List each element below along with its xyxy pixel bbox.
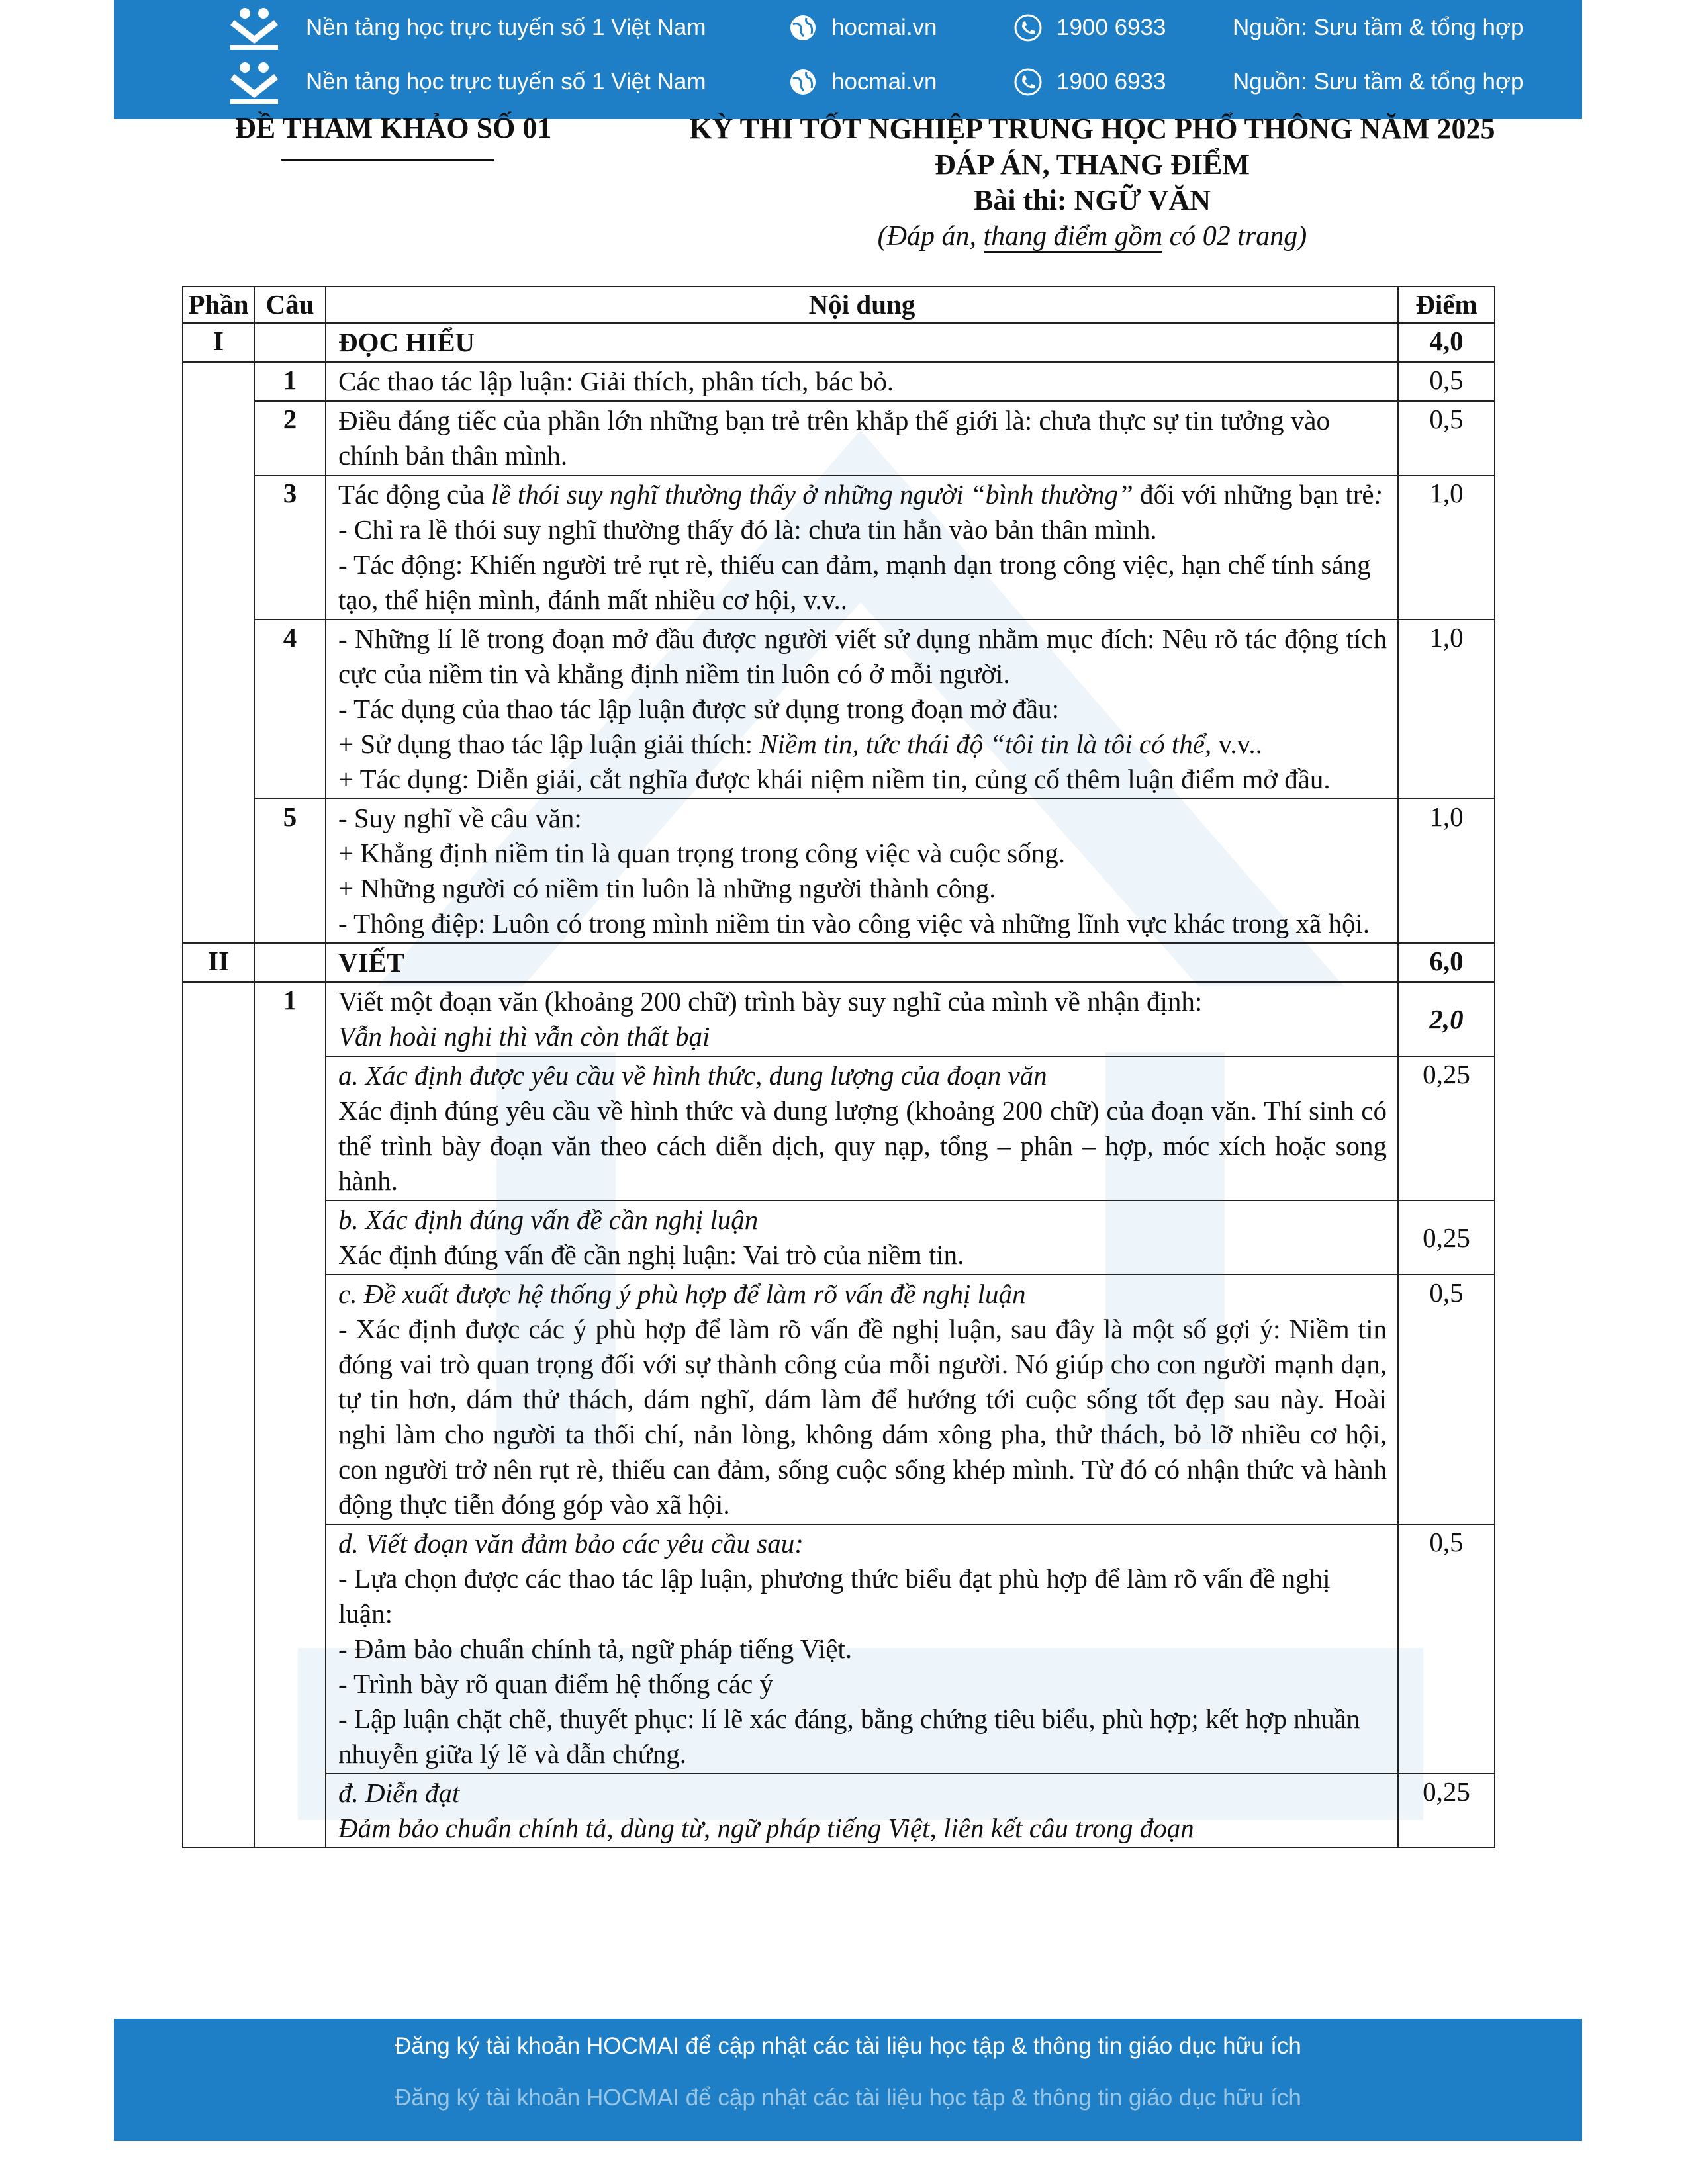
table-row [183, 619, 1495, 799]
answer-line: - Đảm bảo chuẩn chính tả, ngữ pháp tiếng Việt. [338, 1633, 853, 1664]
answer-line: Xác định đúng yêu cầu về hình thức và dung lượng (khoảng 200 chữ) của đoạn văn. Thí sinh có thể trình bày đoạn văn theo cách diễn dịch, quy nạp, tổng – phân – hợp, móc xích hoặc song hành. [338, 1095, 1387, 1196]
hocmai-logo-icon [225, 60, 283, 105]
question-number: 1 [254, 362, 326, 401]
table-row [183, 401, 1495, 475]
banner-phone[interactable] [1014, 14, 1233, 42]
table-row [183, 1275, 1495, 1524]
answer-score: 1,0 [1398, 475, 1495, 619]
answer-line: - Xác định được các ý phù hợp để làm rõ vấn đề nghị luận, sau đây là một số gợi ý: Niềm tin đóng vai trò quan trọng đối với sự thành công của mỗi người. Nó giúp cho con người mạnh dạn, tự tin hơn, dám thử thách, dám nghĩ, dám làm để hướng tới cuộc sống tốt đẹp sau này. Hoài nghi làm cho người ta thối chí, nản lòng, không dám xông pha, thử thách, bỏ lỡ nhiều cơ hội, con người trở nên rụt rè, thiếu can đảm, sống cuộc sống khép mình. Từ đó có nhận thức và hành động thực tiễn đóng góp vào xã hội. [338, 1314, 1387, 1520]
top-banner [114, 0, 1582, 119]
answer-content [326, 1056, 1398, 1201]
text-run: + Sử dụng thao tác lập luận giải thích: [338, 729, 760, 759]
page-count-note-prefix: (Đáp án, [877, 221, 984, 251]
table-row [183, 982, 1495, 1056]
answer-score: 0,5 [1398, 1275, 1495, 1524]
part-number: II [183, 943, 254, 982]
globe-icon [789, 14, 817, 42]
text-run-italic: lề thói suy nghĩ thường thấy ở những người “bình thường” [491, 479, 1133, 510]
answer-line: - Thông điệp: Luôn có trong mình niềm tin vào công việc và những lĩnh vực khác trong xã hội. [338, 908, 1370, 938]
banner-website[interactable] [789, 68, 1014, 96]
answer-line: + Khẳng định niềm tin là quan trọng trong công việc và cuộc sống. [338, 838, 1065, 868]
answer-line: - Tác dụng của thao tác lập luận được sử dụng trong đoạn mở đầu: [338, 694, 1059, 724]
phone-icon [1014, 68, 1042, 96]
answer-line-italic: Vẫn hoài nghi thì vẫn còn thất bại [338, 1021, 710, 1052]
answer-content [326, 619, 1398, 799]
answer-intro [338, 477, 1387, 512]
table-row [183, 943, 1495, 982]
exam-title-block [669, 111, 1516, 254]
table-row [183, 1524, 1495, 1774]
answer-score: 0,25 [1398, 1774, 1495, 1848]
answer-content [326, 982, 1398, 1056]
banner-phone-text: 1900 6933 [1056, 69, 1166, 95]
answer-score: 0,25 [1398, 1056, 1495, 1201]
header-underline [281, 159, 494, 161]
question-number: 2 [254, 401, 326, 475]
banner-website-text: hocmai.vn [831, 15, 937, 40]
criterion-title: b. Xác định đúng vấn đề cần nghị luận [338, 1205, 759, 1235]
part-number: I [183, 323, 254, 362]
hocmai-logo-icon [225, 5, 283, 50]
table-row [183, 323, 1495, 362]
criterion-title: c. Đề xuất được hệ thống ý phù hợp để làm rõ vấn đề nghị luận [338, 1279, 1026, 1309]
header-phan: Phần [183, 287, 254, 323]
table-row [183, 1774, 1495, 1848]
answer-score: 0,5 [1398, 401, 1495, 475]
text-run: đối với những bạn trẻ [1133, 479, 1374, 510]
header-cau: Câu [254, 287, 326, 323]
answer-content: Các thao tác lập luận: Giải thích, phân tích, bác bỏ. [326, 362, 1398, 401]
answer-line: - Lập luận chặt chẽ, thuyết phục: lí lẽ xác đáng, bằng chứng tiêu biểu, phù hợp; kết hợp nhuần nhuyễn giữa lý lẽ và dẫn chứng. [338, 1704, 1360, 1769]
banner-tagline: Nền tảng học trực tuyến số 1 Việt Nam [306, 15, 706, 40]
answer-line: - Lựa chọn được các thao tác lập luận, phương thức biểu đạt phù hợp để làm rõ vấn đề nghị luận: [338, 1563, 1331, 1629]
question-number: 1 [254, 982, 326, 1848]
part-score: 4,0 [1398, 323, 1495, 362]
answer-line: Viết một đoạn văn (khoảng 200 chữ) trình bày suy nghĩ của mình về nhận định: [338, 986, 1203, 1017]
answer-score: 0,5 [1398, 362, 1495, 401]
table-row [183, 362, 1495, 401]
answer-line: - Chỉ ra lề thói suy nghĩ thường thấy đó là: chưa tin hẳn vào bản thân mình. [338, 514, 1157, 545]
phone-icon [1014, 14, 1042, 42]
part-title: VIẾT [326, 943, 1398, 982]
criterion-title: d. Viết đoạn văn đảm bảo các yêu cầu sau: [338, 1528, 804, 1559]
text-run: Tác động của [338, 479, 492, 510]
answer-score: 2,0 [1398, 982, 1495, 1056]
header-diem: Điểm [1398, 287, 1495, 323]
header-noi-dung: Nội dung [326, 287, 1398, 323]
answer-content [326, 475, 1398, 619]
top-banner-row-1 [114, 1, 1582, 54]
banner-tagline: Nền tảng học trực tuyến số 1 Việt Nam [306, 69, 706, 95]
answer-content [326, 1275, 1398, 1524]
globe-icon [789, 68, 817, 96]
page-count-note [669, 218, 1516, 254]
question-number: 4 [254, 619, 326, 799]
answer-line: Xác định đúng vấn đề cần nghị luận: Vai trò của niềm tin. [338, 1240, 964, 1270]
answer-content [326, 1774, 1398, 1848]
text-run-italic: Niềm tin, tức thái độ “tôi tin là tôi có thể [759, 729, 1205, 759]
table-row [183, 799, 1495, 943]
answer-score: 0,5 [1398, 1524, 1495, 1774]
answer-content: Điều đáng tiếc của phần lớn những bạn trẻ trên khắp thế giới là: chưa thực sự tin tưởng vào chính bản thân mình. [326, 401, 1398, 475]
answer-content [326, 1201, 1398, 1275]
answer-content [326, 799, 1398, 943]
bottom-banner [114, 2019, 1582, 2141]
answer-line-italic: Đảm bảo chuẩn chính tả, dùng từ, ngữ pháp tiếng Việt, liên kết câu trong đoạn [338, 1813, 1194, 1843]
subject-title: Bài thi: NGỮ VĂN [973, 184, 1211, 216]
answer-score: 1,0 [1398, 799, 1495, 943]
answer-table [182, 286, 1495, 1848]
question-number: 5 [254, 799, 326, 943]
answer-line: - Những lí lẽ trong đoạn mở đầu được người viết sử dụng nhằm mục đích: Nêu rõ tác động tích cực của niềm tin và khẳng định niềm tin luôn có ở mỗi người. [338, 623, 1387, 689]
footer-text-echo: Đăng ký tài khoản HOCMAI để cập nhật các tài liệu học tập & thông tin giáo dục hữu ích [395, 2085, 1301, 2111]
part-score: 6,0 [1398, 943, 1495, 982]
criterion-title: đ. Diễn đạt [338, 1778, 460, 1808]
answer-line: - Trình bày rõ quan điểm hệ thống các ý [338, 1668, 774, 1699]
banner-phone-text: 1900 6933 [1056, 15, 1166, 40]
answer-line: + Những người có niềm tin luôn là những người thành công. [338, 873, 996, 903]
criterion-title: a. Xác định được yêu cầu về hình thức, dung lượng của đoạn văn [338, 1060, 1047, 1091]
answer-content [326, 1524, 1398, 1774]
top-banner-row-2 [114, 56, 1582, 109]
table-header-row [183, 287, 1495, 323]
answer-score: 0,25 [1398, 1201, 1495, 1275]
answer-title: ĐÁP ÁN, THANG ĐIỂM [935, 148, 1250, 181]
text-run-italic: : [1374, 479, 1383, 510]
page-count-note-underlined: thang điểm gồm [984, 221, 1163, 253]
answer-line: - Suy nghĩ về câu văn: [338, 803, 582, 833]
table-row [183, 1201, 1495, 1275]
banner-source: Nguồn: Sưu tầm & tổng hợp [1233, 15, 1524, 40]
table-row [183, 1056, 1495, 1201]
answer-line: + Tác dụng: Diễn giải, cắt nghĩa được khái niệm niềm tin, củng cố thêm luận điểm mở đầu. [338, 764, 1331, 794]
question-number: 3 [254, 475, 326, 619]
answer-line [338, 727, 1387, 762]
table-row [183, 475, 1495, 619]
banner-phone[interactable] [1014, 68, 1233, 96]
banner-website-text: hocmai.vn [831, 69, 937, 95]
answer-line: - Tác động: Khiến người trẻ rụt rè, thiếu can đảm, mạnh dạn trong công việc, hạn chế tính sáng tạo, thể hiện mình, đánh mất nhiều cơ hội, v.v.. [338, 549, 1371, 615]
banner-website[interactable] [789, 14, 1014, 42]
page-count-note-suffix: có 02 trang) [1162, 221, 1307, 251]
text-run: , v.v.. [1204, 729, 1262, 759]
answer-score: 1,0 [1398, 619, 1495, 799]
part-title: ĐỌC HIỂU [326, 323, 1398, 362]
exam-title: KỲ THI TỐT NGHIỆP TRUNG HỌC PHỔ THÔNG NĂM 2025 [689, 113, 1495, 145]
banner-source: Nguồn: Sưu tầm & tổng hợp [1233, 69, 1524, 95]
footer-text[interactable]: Đăng ký tài khoản HOCMAI để cập nhật các tài liệu học tập & thông tin giáo dục hữu ích [395, 2033, 1301, 2059]
reference-exam-number: ĐỀ THAM KHẢO SỐ 01 [235, 112, 552, 144]
